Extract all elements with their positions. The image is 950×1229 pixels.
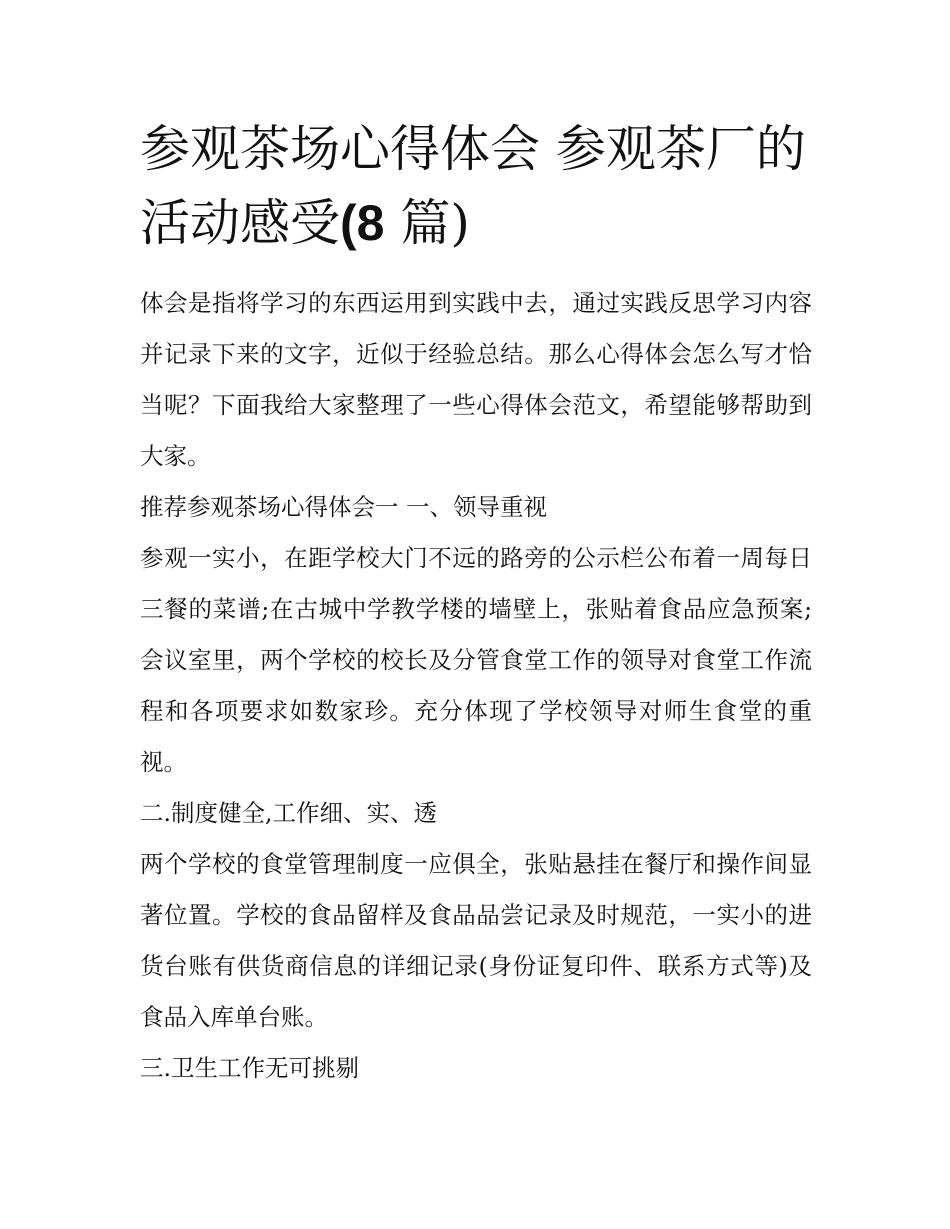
intro-paragraph: 体会是指将学习的东西运用到实践中去，通过实践反思学习内容并记录下来的文字，近似于经验总结。那么心得体会怎么写才恰当呢？下面我给大家整理了一些心得体会范文，希望能够帮助到大家。 [140, 289, 812, 470]
document-body [140, 278, 812, 1094]
section-2-heading: 二.制度健全,工作细、实、透 [140, 799, 437, 827]
section-1-paragraph: 参观一实小，在距学校大门不远的路旁的公示栏公布着一周每日三餐的菜谱;在古城中学教学楼的墙壁上，张贴着食品应急预案;会议室里，两个学校的校长及分管食堂工作的领导对食堂工作流程和各项要求如数家珍。充分体现了学校领导对师生食堂的重视。 [140, 544, 812, 776]
title-count: (8 [340, 195, 385, 251]
section-3-heading: 三.卫生工作无可挑剔 [140, 1054, 359, 1082]
title-text: 参观茶场心得体会 参观茶厂的活动感受 [140, 120, 806, 252]
section-2-paragraph: 两个学校的食堂管理制度一应俱全，张贴悬挂在餐厅和操作间显著位置。学校的食品留样及食品品尝记录及时规范，一实小的进货台账有供货商信息的详细记录(身份证复印件、联系方式等)及食品入库单台账。 [140, 850, 812, 1031]
document-title [140, 112, 840, 260]
section-1-heading: 推荐参观茶场心得体会一 一、领导重视 [140, 493, 547, 521]
title-suffix: 篇) [384, 194, 470, 252]
